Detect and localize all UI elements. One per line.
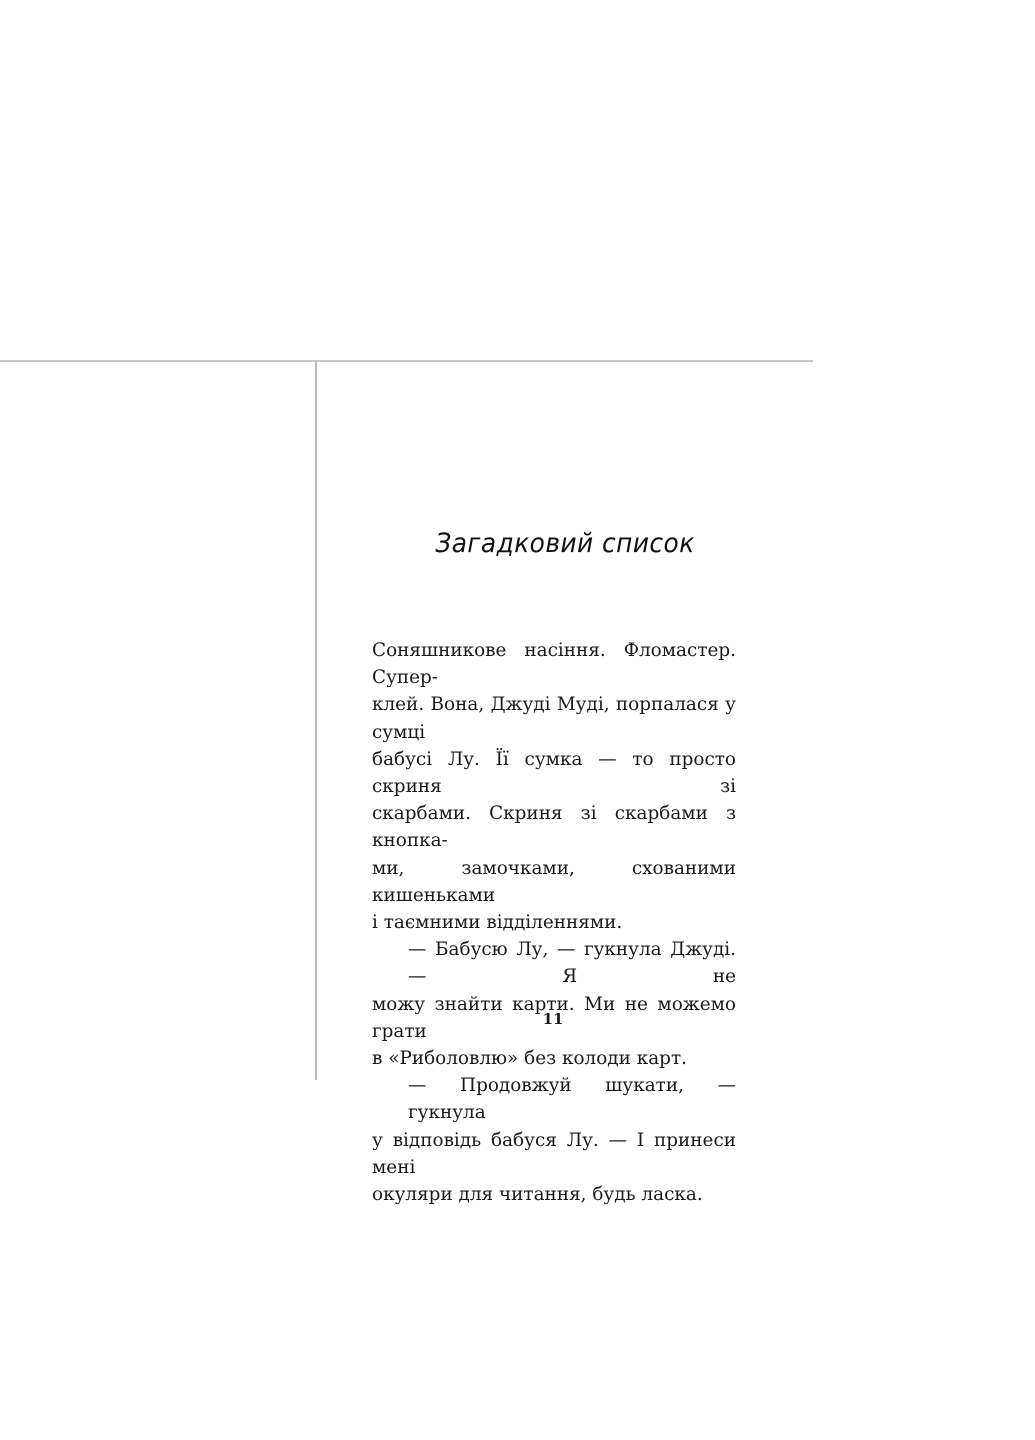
text-line: в «Риболовлю» без колоди карт. xyxy=(372,1048,687,1070)
paragraph-3 xyxy=(372,1072,736,1208)
text-line: ми, замочками, схованими кишеньками xyxy=(372,857,736,906)
paragraph-2 xyxy=(372,936,736,1072)
page-number: 11 xyxy=(542,1010,564,1028)
text-line: скарбами. Скриня зі скарбами з кнопка- xyxy=(372,803,736,852)
text-line: — Продовжуй шукати, — гукнула xyxy=(408,1075,736,1124)
chapter-title: Загадковий список xyxy=(435,528,695,559)
text-line: і таємними відділеннями. xyxy=(372,912,623,934)
text-line: — Бабусю Лу, — гукнула Джуді. — Я не xyxy=(408,939,736,988)
body-text xyxy=(372,637,736,1208)
text-line: клей. Вона, Джуді Муді, порпалася у сумці xyxy=(372,694,736,743)
text-line: Соняшникове насіння. Фломастер. Супер- xyxy=(372,640,736,689)
paragraph-1 xyxy=(372,637,736,936)
text-line: можу знайти карти. Ми не можемо грати xyxy=(372,993,736,1042)
text-line: у відповідь бабуся Лу. — І принеси мені xyxy=(372,1129,736,1178)
book-page xyxy=(317,362,813,1206)
text-line: окуляри для читання, будь ласка. xyxy=(372,1184,703,1206)
text-line: бабусі Лу. Її сумка — то просто скриня зі xyxy=(372,748,736,798)
